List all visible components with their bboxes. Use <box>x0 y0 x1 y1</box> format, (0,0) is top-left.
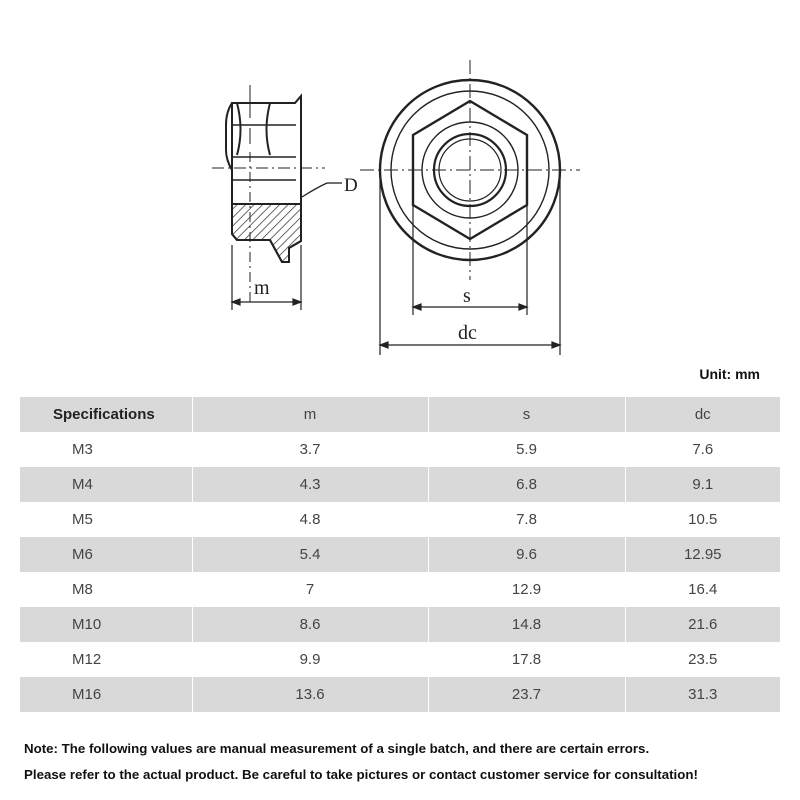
cell-dc: 16.4 <box>688 581 718 598</box>
cell-dc: 12.95 <box>683 546 722 563</box>
table-row <box>20 607 780 642</box>
cell-spec: M5 <box>20 502 192 537</box>
cell-s: 5.9 <box>428 432 625 467</box>
cell-dc: 21.6 <box>688 616 718 633</box>
table-row <box>20 432 780 467</box>
cell-m: 7 <box>192 572 428 607</box>
header-s: s <box>428 397 625 432</box>
cell-m: 3.7 <box>192 432 428 467</box>
cell-dc: 7.6 <box>692 441 714 458</box>
cell-m: 4.3 <box>192 467 428 502</box>
cell-dc: 10.5 <box>688 511 718 528</box>
side-view <box>212 85 325 305</box>
table-row <box>20 642 780 677</box>
cell-spec: M3 <box>20 432 192 467</box>
cell-s: 6.8 <box>428 467 625 502</box>
cell-s: 12.9 <box>428 572 625 607</box>
spec-table <box>20 397 780 712</box>
label-dc: dc <box>458 322 477 344</box>
note-text <box>24 736 698 788</box>
cell-dc: 9.1 <box>692 476 714 493</box>
cell-m: 5.4 <box>192 537 428 572</box>
header-dc: dc <box>694 406 711 423</box>
label-m: m <box>254 277 270 299</box>
front-view <box>360 60 580 280</box>
d-leader <box>302 183 342 197</box>
cell-spec: M16 <box>20 677 192 712</box>
cell-spec: M6 <box>20 537 192 572</box>
cell-spec: M8 <box>20 572 192 607</box>
cell-dc: 31.3 <box>688 686 718 703</box>
header-m: m <box>192 397 428 432</box>
cell-m: 8.6 <box>192 607 428 642</box>
cell-s: 17.8 <box>428 642 625 677</box>
table-row <box>20 502 780 537</box>
note-line-2: Please refer to the actual product. Be careful to take pictures or contact customer service for consultation! <box>24 767 698 782</box>
header-specifications: Specifications <box>20 397 192 432</box>
section-hatch <box>232 204 301 262</box>
cell-m: 13.6 <box>192 677 428 712</box>
cell-s: 9.6 <box>428 537 625 572</box>
flange-nut-drawing <box>0 0 800 370</box>
cell-spec: M12 <box>20 642 192 677</box>
cell-m: 9.9 <box>192 642 428 677</box>
cell-spec: M4 <box>20 467 192 502</box>
cell-s: 23.7 <box>428 677 625 712</box>
cell-dc: 23.5 <box>688 651 718 668</box>
label-d: D <box>344 175 358 196</box>
table-row <box>20 467 780 502</box>
cell-spec: M10 <box>20 607 192 642</box>
table-row <box>20 537 780 572</box>
cell-m: 4.8 <box>192 502 428 537</box>
cell-s: 7.8 <box>428 502 625 537</box>
note-line-1: Note: The following values are manual measurement of a single batch, and there are certain errors. <box>24 741 650 756</box>
label-s: s <box>463 285 471 307</box>
table-header-row <box>20 397 780 432</box>
table-row <box>20 572 780 607</box>
cell-s: 14.8 <box>428 607 625 642</box>
table-row <box>20 677 780 712</box>
unit-label: Unit: mm <box>699 366 760 382</box>
